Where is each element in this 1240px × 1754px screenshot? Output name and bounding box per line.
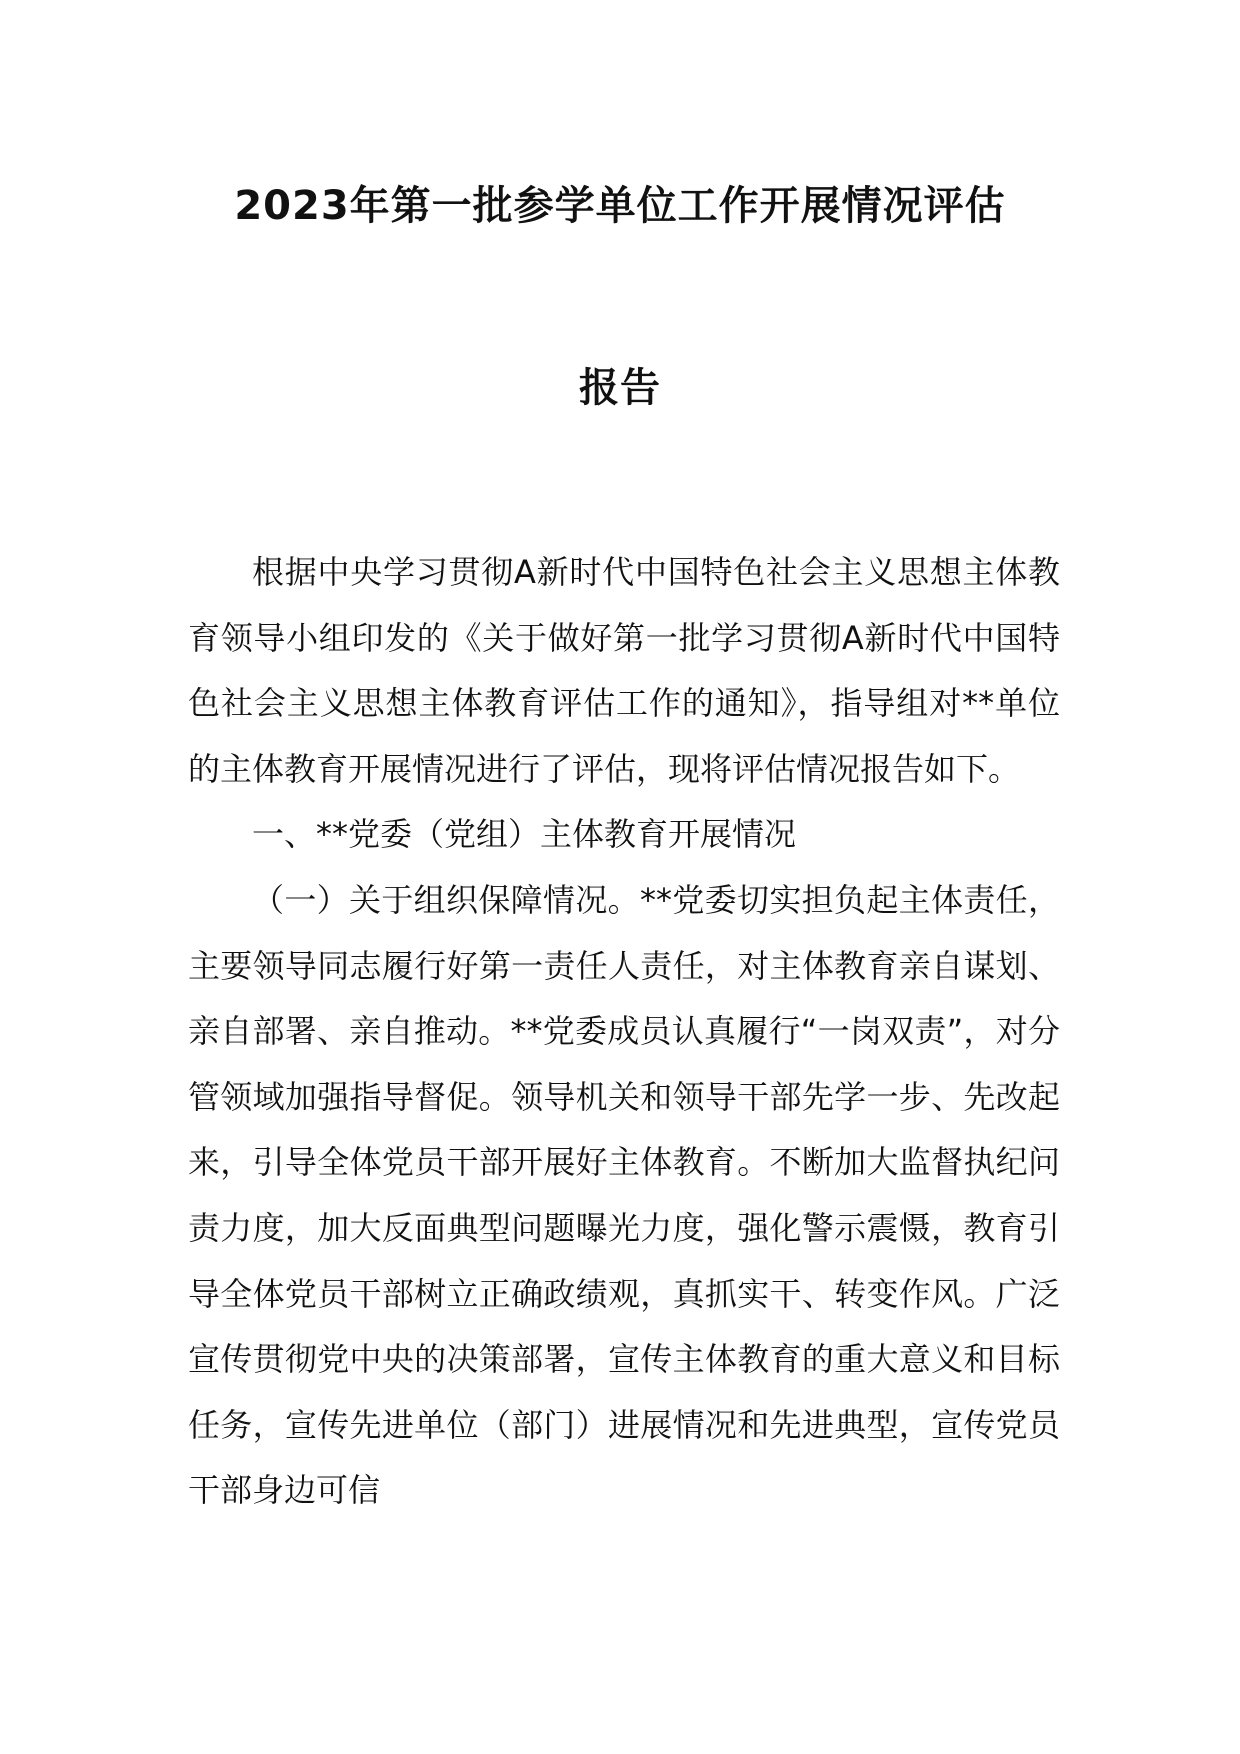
document-title-line1: 2023年第一批参学单位工作开展情况评估 (234, 183, 1006, 229)
paragraph-organization: （一）关于组织保障情况。**党委切实担负起主体责任，主要领导同志履行好第一责任人责任，对主体教育亲自谋划、亲自部署、亲自推动。**党委成员认真履行“一岗双责”，对分管领域加强指导督促。领导机关和领导干部先学一步、先改起来，引导全体党员干部开展好主体教育。不断加大监督执纪问责力度，加大反面典型问题曝光力度，强化警示震慑，教育引导全体党员干部树立正确政绩观，真抓实干、转变作风。广泛宣传贯彻党中央的决策部署，宣传主体教育的重大意义和目标任务，宣传先进单位（部门）进展情况和先进典型，宣传党员干部身边可信 (188, 880, 1060, 1510)
paragraph-intro: 根据中央学习贯彻A新时代中国特色社会主义思想主体教育领导小组印发的《关于做好第一批学习贯彻A新时代中国特色社会主义思想主体教育评估工作的通知》，指导组对**单位的主体教育开展情况进行了评估，现将评估情况报告如下。 (188, 553, 1060, 788)
document-body (188, 540, 1060, 1524)
document-title-line2: 报告 (579, 365, 661, 411)
section-heading-1: 一、**党委（党组）主体教育开展情况 (252, 815, 797, 854)
